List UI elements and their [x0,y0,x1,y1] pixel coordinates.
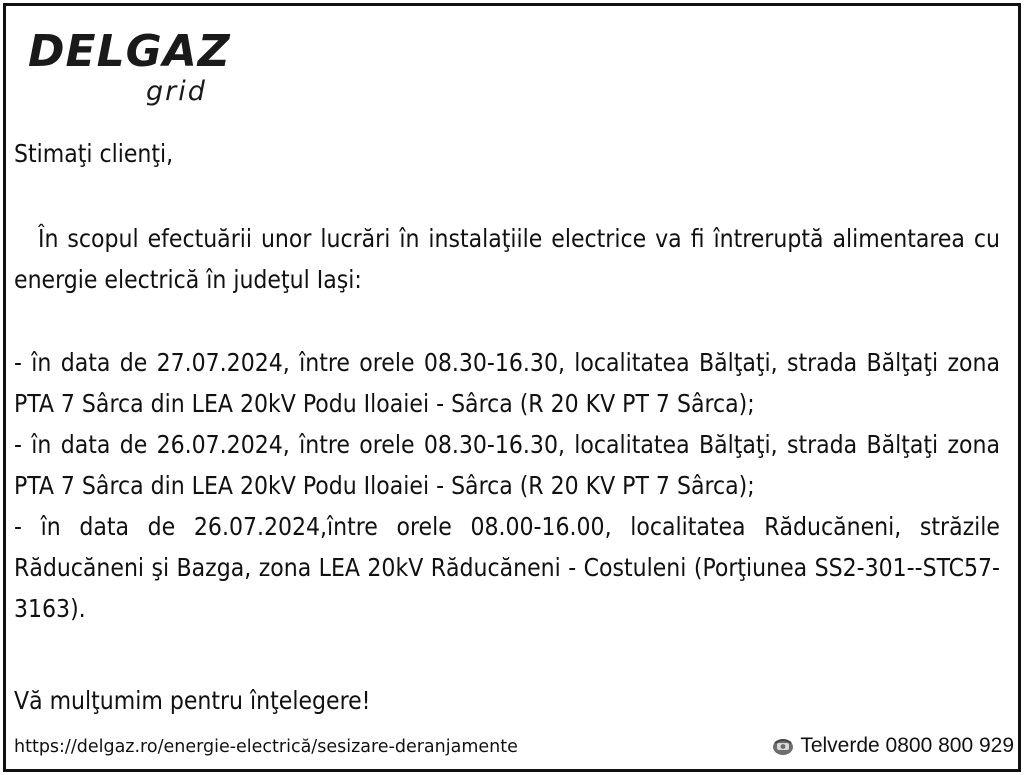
outage-item: - în data de 26.07.2024, între orele 08.30-16.30, localitatea Bălţaţi, strada Bălţaţi zona PTA 7 Sârca din LEA 20kV Podu Iloaiei - Sârca (R 20 KV PT 7 Sârca); [14,430,1000,500]
outage-list [14,342,1000,629]
intro-paragraph: În scopul efectuării unor lucrări în instalaţiile electrice va fi întreruptă alimentarea cu energie electrică în judeţul Iaşi: [14,224,1000,294]
hotline [772,734,1014,758]
telephone-icon [772,735,794,757]
hotline-number: Telverde 0800 800 929 [800,734,1014,757]
fault-report-link[interactable]: https://delgaz.ro/energie-electrică/sesizare-deranjamente [14,737,518,757]
thanks-line: Vă mulţumim pentru înţelegere! [14,686,371,715]
outage-item: - în data de 27.07.2024, între orele 08.30-16.30, localitatea Bălţaţi, strada Bălţaţi zona PTA 7 Sârca din LEA 20kV Podu Iloaiei - Sârca (R 20 KV PT 7 Sârca); [14,348,1000,418]
outage-item: - în data de 26.07.2024,între orele 08.00-16.00, localitatea Răducăneni, străzile Răducăneni şi Bazga, zona LEA 20kV Răducăneni - Costuleni (Porţiunea SS2-301--STC57-3163). [14,512,1000,623]
greeting: Stimaţi clienţi, [14,139,174,168]
logo-main-text: DELGAZ [28,26,231,77]
delgaz-grid-logo [28,26,238,110]
logo-sub-text: grid [146,76,207,107]
